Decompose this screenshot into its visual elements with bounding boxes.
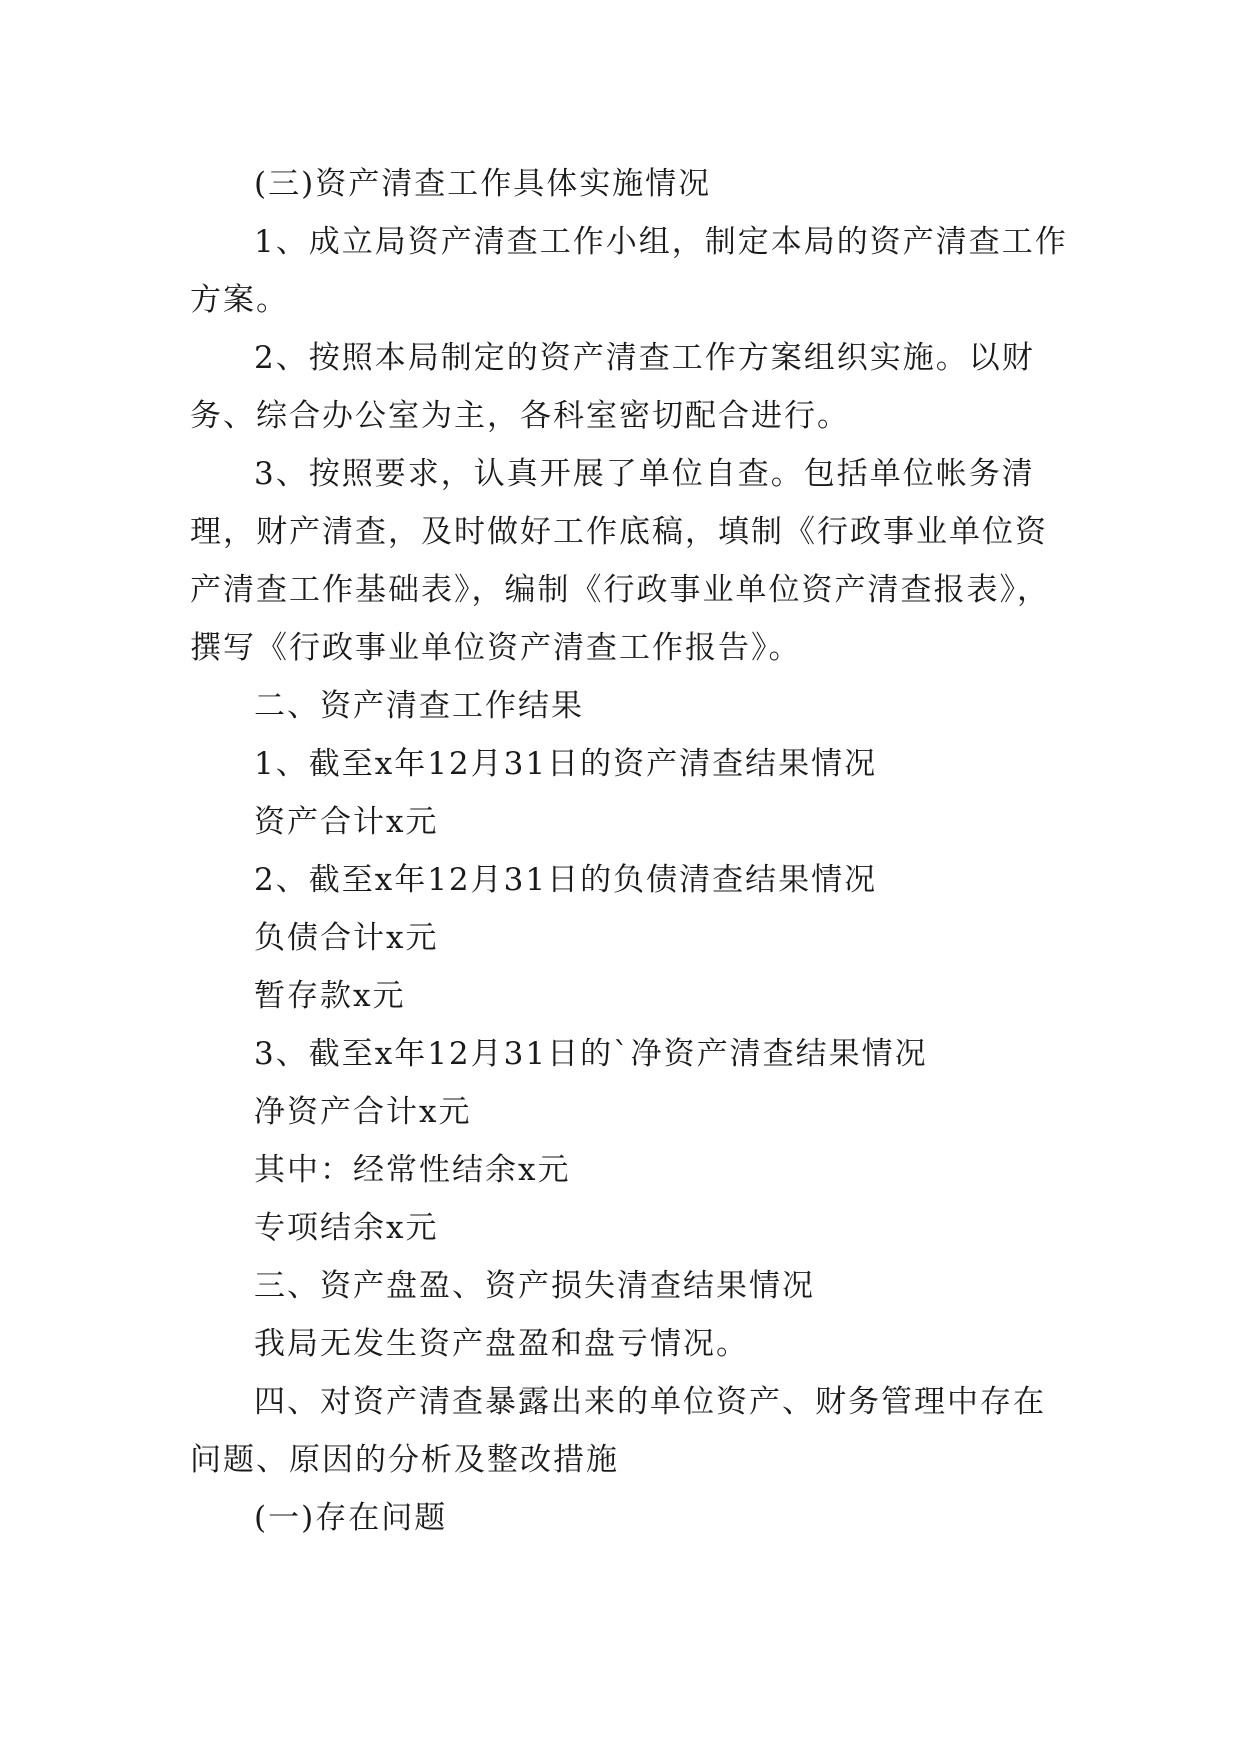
paragraph: 1、成立局资产清查工作小组，制定本局的资产清查工作方案。 (190, 224, 1068, 318)
section-heading: 四、对资产清查暴露出来的单位资产、财务管理中存在问题、原因的分析及整改措施 (190, 1384, 1046, 1478)
section-heading: 三、资产盘盈、资产损失清查结果情况 (254, 1268, 815, 1304)
section-heading: 二、资产清查工作结果 (254, 688, 584, 724)
paragraph: 我局无发生资产盘盈和盘亏情况。 (254, 1326, 749, 1362)
paragraph: 3、按照要求，认真开展了单位自查。包括单位帐务清理，财产清查，及时做好工作底稿，填制《行政事业单位资产清查工作基础表》，编制《行政事业单位资产清查报表》，撰写《行政事业单位资产清查工作报告》。 (190, 456, 1050, 666)
list-item: 净资产合计x元 (254, 1094, 472, 1130)
list-item: 资产合计x元 (254, 804, 439, 840)
list-item: 1、截至x年12月31日的资产清查结果情况 (254, 746, 878, 782)
section-heading: (三)资产清查工作具体实施情况 (254, 166, 712, 202)
list-item: 负债合计x元 (254, 920, 439, 956)
list-item: 3、截至x年12月31日的`净资产清查结果情况 (254, 1036, 928, 1072)
document-body (190, 155, 1070, 1547)
section-heading: (一)存在问题 (254, 1500, 448, 1536)
list-item: 其中：经常性结余x元 (254, 1152, 571, 1188)
list-item: 专项结余x元 (254, 1210, 439, 1246)
paragraph: 2、按照本局制定的资产清查工作方案组织实施。以财务、综合办公室为主，各科室密切配合进行。 (190, 340, 1035, 434)
list-item: 暂存款x元 (254, 978, 406, 1014)
list-item: 2、截至x年12月31日的负债清查结果情况 (254, 862, 878, 898)
